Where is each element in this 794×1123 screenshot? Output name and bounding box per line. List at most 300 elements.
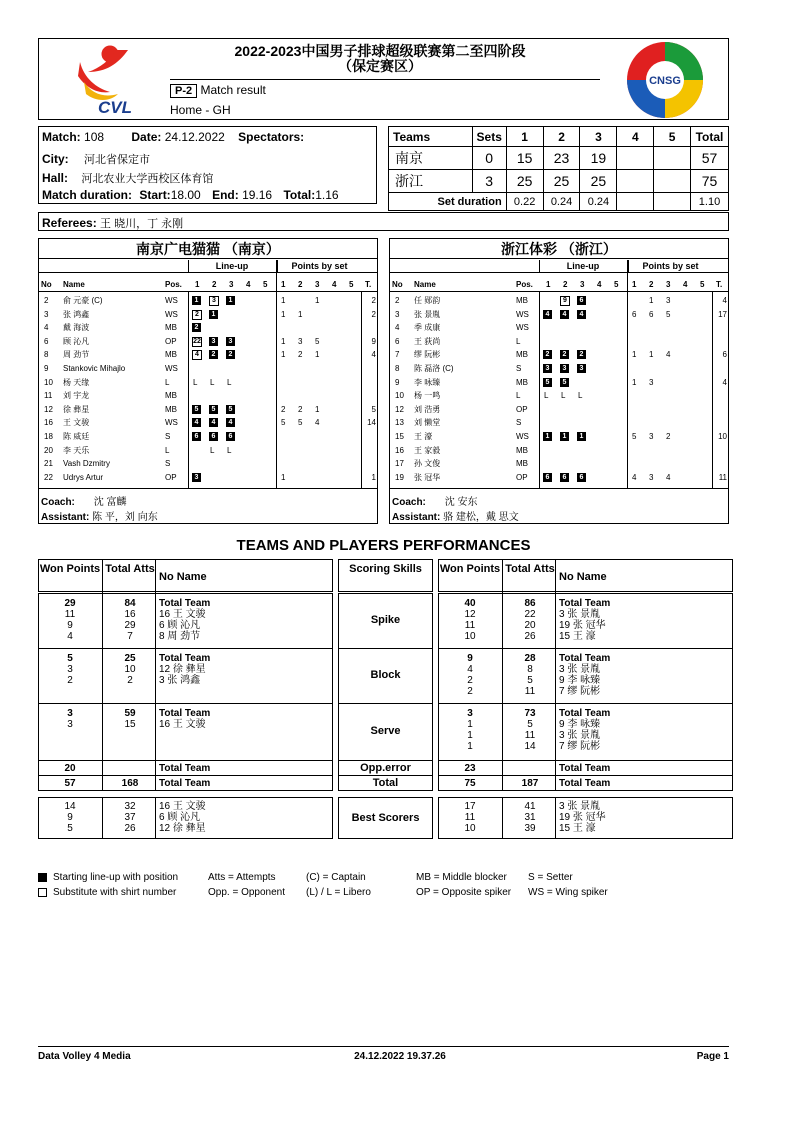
hdr-total: Total xyxy=(691,127,729,147)
total-won: 57 xyxy=(64,778,76,789)
player-label: 16 王 文骏 xyxy=(159,719,206,730)
coach-line xyxy=(41,493,126,508)
col-points-set: 1 xyxy=(281,280,286,289)
player-no: 20 xyxy=(44,445,53,455)
assistant-line xyxy=(41,508,158,523)
atts-value: 26 xyxy=(524,631,536,642)
legend-atts: Atts = Attempts xyxy=(208,872,276,883)
col-lineup-set: 2 xyxy=(212,280,217,289)
footer-right: Page 1 xyxy=(696,1051,729,1062)
col-total: T. xyxy=(365,280,372,289)
points-header: Points by set xyxy=(291,261,348,271)
lineup-libero: L xyxy=(544,391,549,401)
player-label: 3 张 景胤 xyxy=(559,664,601,675)
col-points-set: 5 xyxy=(700,280,705,289)
player-name: 戴 海波 xyxy=(63,323,90,333)
hall-label: Hall: xyxy=(42,171,69,185)
player-row xyxy=(38,376,378,390)
atts-value: 11 xyxy=(524,686,536,697)
set-points: 1 xyxy=(632,377,637,387)
set-points: 1 xyxy=(315,404,320,414)
cnsg-logo-text: CNSG xyxy=(649,75,681,87)
best-player: 6 顾 沁凡 xyxy=(159,812,201,823)
hdr-skills: Scoring Skills xyxy=(349,563,422,575)
player-label: 3 张 景胤 xyxy=(559,609,601,620)
lineup-start-box: 3 xyxy=(543,364,552,373)
player-name: 俞 元豪 (C) xyxy=(63,296,103,305)
won-value: 3 xyxy=(467,708,473,719)
set-score: 25 xyxy=(543,170,580,193)
set-points: 1 xyxy=(315,350,320,360)
player-no: 16 xyxy=(44,418,53,428)
legend-mb: MB = Middle blocker xyxy=(416,872,507,883)
player-no: 12 xyxy=(395,404,404,414)
doc-type-line xyxy=(170,83,266,97)
assistant-label: Assistant: xyxy=(392,512,441,523)
player-total: 4 xyxy=(371,350,376,360)
player-name: 陈 威廷 xyxy=(63,432,90,441)
best-atts: 37 xyxy=(124,812,136,823)
player-total: 14 xyxy=(367,418,376,428)
perf-hrule xyxy=(438,760,733,761)
player-name: 刘 宇龙 xyxy=(63,391,90,401)
set-points: 1 xyxy=(281,296,286,305)
won-value: 1 xyxy=(467,730,473,741)
player-name: 王 荻尚 xyxy=(414,336,441,346)
player-row xyxy=(389,444,729,458)
total-atts: 187 xyxy=(521,778,539,789)
best-atts: 41 xyxy=(524,801,536,812)
team-title: 浙江体彩 （浙江） xyxy=(501,241,617,257)
lineup-start-box: 5 xyxy=(543,378,552,387)
set-score: 25 xyxy=(580,170,617,193)
won-value: 12 xyxy=(464,609,476,620)
legend-sub: Substitute with shirt number xyxy=(53,887,177,898)
won-value: 2 xyxy=(467,675,473,686)
player-pos: OP xyxy=(165,472,177,482)
coach-rule xyxy=(38,488,378,489)
perf-hrule xyxy=(438,703,733,704)
player-no: 18 xyxy=(44,432,53,441)
player-row xyxy=(389,457,729,471)
cnsg-logo-icon xyxy=(625,40,705,120)
hdr-set3: 3 xyxy=(580,127,617,147)
lineup-start-box: 2 xyxy=(226,350,235,359)
hdr-noname: No Name xyxy=(159,571,207,583)
hdr-atts: Total Atts xyxy=(505,563,555,575)
set-points: 4 xyxy=(632,472,637,482)
set-points: 5 xyxy=(281,418,286,428)
col-no: No xyxy=(41,280,52,289)
player-label: 7 缪 阮彬 xyxy=(559,686,601,697)
atts-value: 20 xyxy=(524,620,536,631)
lineup-start-box: 3 xyxy=(577,364,586,373)
player-no: 15 xyxy=(395,432,404,441)
date-label: Date: xyxy=(131,130,162,144)
hdr-noname: No Name xyxy=(559,571,607,583)
cvl-logo-icon xyxy=(70,42,140,116)
lineup-start-box: 5 xyxy=(226,405,235,414)
player-name: 任 郧韵 xyxy=(414,296,441,305)
coach-name: 沈 富麟 xyxy=(93,497,127,508)
player-label: Total Team xyxy=(159,653,211,664)
col-name: Name xyxy=(414,280,436,289)
best-player: 15 王 濠 xyxy=(559,823,596,834)
hdr-set1: 1 xyxy=(506,127,543,147)
total-value: 1.16 xyxy=(315,188,339,202)
hdr-sets: Sets xyxy=(472,127,506,147)
lineup-start-box: 5 xyxy=(209,405,218,414)
won-value: 11 xyxy=(464,620,476,631)
title-line2: （保定赛区） xyxy=(338,58,422,74)
total-label: Total: xyxy=(283,188,316,202)
performance-title: TEAMS AND PLAYERS PERFORMANCES xyxy=(236,537,531,554)
referees-line xyxy=(42,215,183,231)
skill-label: Spike xyxy=(370,613,401,626)
player-name: 王 家毅 xyxy=(414,445,441,455)
best-won: 14 xyxy=(64,801,76,812)
player-name: 孙 文俊 xyxy=(414,459,441,469)
col-header-rule xyxy=(389,291,729,292)
player-row xyxy=(38,457,378,471)
player-name: 张 冠华 xyxy=(414,472,441,482)
city-line xyxy=(42,151,150,167)
lineup-start-box: 3 xyxy=(192,473,201,482)
won-value: 1 xyxy=(467,741,473,752)
lineup-start-box: 6 xyxy=(209,432,218,441)
player-no: 2 xyxy=(395,296,400,305)
opp-error-name: Total Team xyxy=(559,763,611,774)
player-pos: L xyxy=(516,336,521,346)
player-no: 10 xyxy=(44,377,53,387)
skill-label: Block xyxy=(370,668,401,681)
player-name: 李 天乐 xyxy=(63,445,90,455)
atts-value: 28 xyxy=(524,653,536,664)
start-value: 18.00 xyxy=(170,188,201,202)
city-label: City: xyxy=(42,152,69,166)
lineup-start-box: 4 xyxy=(209,418,218,427)
player-pos: WS xyxy=(516,309,529,319)
best-player: 3 张 景胤 xyxy=(559,801,601,812)
lineup-start-box: 1 xyxy=(577,432,586,441)
player-row xyxy=(38,430,378,444)
lineup-group-box xyxy=(539,260,629,272)
won-value: 29 xyxy=(64,598,76,609)
legend-row-1 xyxy=(38,870,728,885)
won-value: 4 xyxy=(67,631,73,642)
player-pos: WS xyxy=(165,309,178,319)
col-points-set: 3 xyxy=(666,280,671,289)
coach-line xyxy=(392,493,477,508)
lineup-start-box: 1 xyxy=(560,432,569,441)
score-row-home xyxy=(389,147,729,170)
sets-won: 0 xyxy=(472,147,506,170)
opp-error-won: 23 xyxy=(464,763,476,774)
assistant-label: Assistant: xyxy=(41,512,90,523)
hdr-atts: Total Atts xyxy=(105,563,155,575)
atts-value: 16 xyxy=(124,609,136,620)
player-no: 3 xyxy=(395,309,400,319)
player-name: 顾 沁凡 xyxy=(63,336,90,346)
total-label: Total xyxy=(372,777,399,789)
player-pos: OP xyxy=(165,336,177,346)
perf-hrule xyxy=(338,760,433,761)
player-name: 刘 懒堂 xyxy=(414,418,441,428)
legend-ws: WS = Wing spiker xyxy=(528,887,608,898)
atts-value: 22 xyxy=(524,609,536,620)
coach-label: Coach: xyxy=(392,497,426,508)
col-name: Name xyxy=(63,280,85,289)
player-pos: MB xyxy=(165,323,177,333)
player-no: 10 xyxy=(395,391,404,401)
lineup-start-box: 2 xyxy=(543,350,552,359)
set-score: 15 xyxy=(506,147,543,170)
player-total: 11 xyxy=(718,472,727,482)
col-lineup-set: 3 xyxy=(580,280,585,289)
set-duration: 0.22 xyxy=(506,193,543,211)
set-points: 1 xyxy=(315,296,320,305)
opp-error-name: Total Team xyxy=(159,763,211,774)
set-points: 1 xyxy=(298,309,303,319)
col-points-set: 3 xyxy=(315,280,320,289)
coach-label: Coach: xyxy=(41,497,75,508)
lineup-start-box: 1 xyxy=(192,296,201,305)
player-name: 张 景胤 xyxy=(414,309,441,319)
player-total: 4 xyxy=(722,296,727,305)
player-label: Total Team xyxy=(559,598,611,609)
player-pos: MB xyxy=(516,377,528,387)
set-score xyxy=(617,147,654,170)
atts-value: 11 xyxy=(524,730,536,741)
player-row xyxy=(38,444,378,458)
lineup-group-box xyxy=(188,260,278,272)
col-lineup-set: 3 xyxy=(229,280,234,289)
player-total: 17 xyxy=(718,309,727,319)
best-won: 11 xyxy=(464,812,476,823)
player-no: 16 xyxy=(395,445,404,455)
lineup-header: Line-up xyxy=(566,261,600,271)
lineup-start-box: 3 xyxy=(560,364,569,373)
legend-start: Starting line-up with position xyxy=(53,872,179,883)
team-title: 南京广电猫猫 （南京） xyxy=(136,241,280,257)
player-label: 6 顾 沁凡 xyxy=(159,620,201,631)
legend-op: OP = Opposite spiker xyxy=(416,887,512,898)
skill-label: Serve xyxy=(370,724,401,737)
player-no: 8 xyxy=(395,364,400,373)
player-row xyxy=(38,348,378,362)
player-label: 3 张 鸿鑫 xyxy=(159,675,201,686)
lineup-start-box: 3 xyxy=(226,337,235,346)
perf-vsep xyxy=(102,559,103,791)
doc-code: P-2 xyxy=(170,84,197,98)
player-total: 5 xyxy=(371,404,376,414)
set-points: 2 xyxy=(666,432,671,441)
col-lineup-set: 2 xyxy=(563,280,568,289)
atts-value: 2 xyxy=(127,675,133,686)
player-row xyxy=(38,308,378,322)
lineup-start-box: 2 xyxy=(560,350,569,359)
lineup-libero: L xyxy=(578,391,583,401)
lineup-libero: L xyxy=(227,445,232,455)
lineup-libero: L xyxy=(561,391,566,401)
player-pos: MB xyxy=(165,391,177,401)
legend-s: S = Setter xyxy=(528,872,573,883)
player-label: 9 李 咏臻 xyxy=(559,719,601,730)
best-atts: 26 xyxy=(124,823,136,834)
player-pos: WS xyxy=(165,296,178,305)
perf-vsep xyxy=(502,797,503,839)
end-value: 19.16 xyxy=(242,188,273,202)
total-points: 75 xyxy=(691,170,729,193)
set-points: 4 xyxy=(315,418,320,428)
lineup-sub-box: 22 xyxy=(193,337,201,345)
lineup-start-box: 3 xyxy=(209,337,218,346)
total-duration: 1.10 xyxy=(691,193,729,211)
set-duration: 0.24 xyxy=(543,193,580,211)
perf-hrule xyxy=(438,648,733,649)
best-won: 17 xyxy=(464,801,476,812)
lineup-start-box: 6 xyxy=(543,473,552,482)
col-lineup-set: 4 xyxy=(246,280,251,289)
player-row xyxy=(389,389,729,403)
player-pos: L xyxy=(165,445,170,455)
player-pos: OP xyxy=(516,404,528,414)
score-header-row xyxy=(389,127,729,147)
won-value: 10 xyxy=(464,631,476,642)
col-points-set: 2 xyxy=(649,280,654,289)
perf-hrule xyxy=(338,648,433,649)
player-pos: MB xyxy=(165,404,177,414)
player-row xyxy=(389,321,729,335)
best-won: 9 xyxy=(67,812,73,823)
player-row xyxy=(38,389,378,403)
player-total: 2 xyxy=(371,296,376,305)
col-points-set: 1 xyxy=(632,280,637,289)
player-pos: S xyxy=(165,432,171,441)
player-no: 7 xyxy=(395,350,400,360)
player-no: 6 xyxy=(44,336,49,346)
duration-line xyxy=(42,188,339,202)
col-no: No xyxy=(392,280,403,289)
col-points-set: 2 xyxy=(298,280,303,289)
atts-value: 10 xyxy=(124,664,136,675)
coach-rule xyxy=(389,488,729,489)
lineup-start-box: 5 xyxy=(560,378,569,387)
set-points: 1 xyxy=(281,309,286,319)
player-label: 7 缪 阮彬 xyxy=(559,741,601,752)
player-no: 21 xyxy=(44,459,53,469)
lineup-sub-box: 9 xyxy=(560,296,570,306)
col-header-rule xyxy=(38,291,378,292)
set-points: 5 xyxy=(315,336,320,346)
lineup-sub-box: 4 xyxy=(192,350,202,360)
won-value: 3 xyxy=(67,664,73,675)
hdr-won: Won Points xyxy=(39,563,101,575)
lineup-start-box: 6 xyxy=(192,432,201,441)
player-pos: L xyxy=(516,391,521,401)
hall-line xyxy=(42,170,213,186)
lineup-start-box: 6 xyxy=(577,296,586,305)
set-points: 2 xyxy=(298,350,303,360)
set-points: 3 xyxy=(649,472,654,482)
best-won: 10 xyxy=(464,823,476,834)
player-name: 王 文骏 xyxy=(63,418,90,428)
set-points: 1 xyxy=(281,350,286,360)
perf-hrule xyxy=(438,775,733,776)
player-name: 王 濠 xyxy=(414,432,433,441)
lineup-sub-box: 2 xyxy=(192,310,202,320)
spectators-label: Spectators: xyxy=(238,130,305,144)
points-header: Points by set xyxy=(642,261,699,271)
player-pos: MB xyxy=(516,459,528,469)
player-name: 陈 磊洛 (C) xyxy=(414,364,454,373)
set-points: 3 xyxy=(666,296,671,305)
lineup-start-box: 6 xyxy=(577,473,586,482)
duration-label: Match duration: xyxy=(42,188,132,202)
player-label: 12 徐 彝星 xyxy=(159,664,206,675)
score-row-away xyxy=(389,170,729,193)
player-label: 8 周 劲节 xyxy=(159,631,201,642)
player-no: 3 xyxy=(44,309,49,319)
set-points: 2 xyxy=(298,404,303,414)
player-row xyxy=(389,376,729,390)
filled-square-icon xyxy=(38,873,47,882)
best-won: 5 xyxy=(67,823,73,834)
won-value: 1 xyxy=(467,719,473,730)
player-row xyxy=(389,308,729,322)
atts-value: 25 xyxy=(124,653,136,664)
perf-hrule xyxy=(38,775,333,776)
atts-value: 5 xyxy=(527,719,533,730)
lineup-start-box: 4 xyxy=(226,418,235,427)
atts-value: 29 xyxy=(124,620,136,631)
lineup-start-box: 2 xyxy=(192,323,201,332)
lineup-libero: L xyxy=(193,377,198,387)
player-name: Vash Dzmitry xyxy=(63,459,110,469)
set-duration: 0.24 xyxy=(580,193,617,211)
total-won: 75 xyxy=(464,778,476,789)
won-value: 11 xyxy=(64,609,76,620)
perf-hrule xyxy=(38,703,333,704)
col-total: T. xyxy=(716,280,723,289)
total-points: 57 xyxy=(691,147,729,170)
best-player: 16 王 文骏 xyxy=(159,801,206,812)
won-value: 2 xyxy=(67,675,73,686)
player-row xyxy=(389,430,729,444)
player-row xyxy=(389,348,729,362)
col-lineup-set: 1 xyxy=(195,280,200,289)
set-score xyxy=(654,147,691,170)
player-row xyxy=(389,471,729,485)
match-label: Match: xyxy=(42,130,81,144)
player-row xyxy=(389,416,729,430)
set-score xyxy=(654,170,691,193)
player-row xyxy=(38,403,378,417)
player-total: 1 xyxy=(371,472,376,482)
player-no: 2 xyxy=(44,296,49,305)
set-points: 6 xyxy=(632,309,637,319)
set-duration-label: Set duration xyxy=(389,193,507,211)
atts-value: 7 xyxy=(127,631,133,642)
player-label: 15 王 濠 xyxy=(559,631,596,642)
player-label: Total Team xyxy=(159,708,211,719)
set-points: 3 xyxy=(649,432,654,441)
lineup-start-box: 1 xyxy=(226,296,235,305)
hdr-set5: 5 xyxy=(654,127,691,147)
player-no: 19 xyxy=(395,472,404,482)
lineup-start-box: 1 xyxy=(209,310,218,319)
won-value: 9 xyxy=(467,653,473,664)
